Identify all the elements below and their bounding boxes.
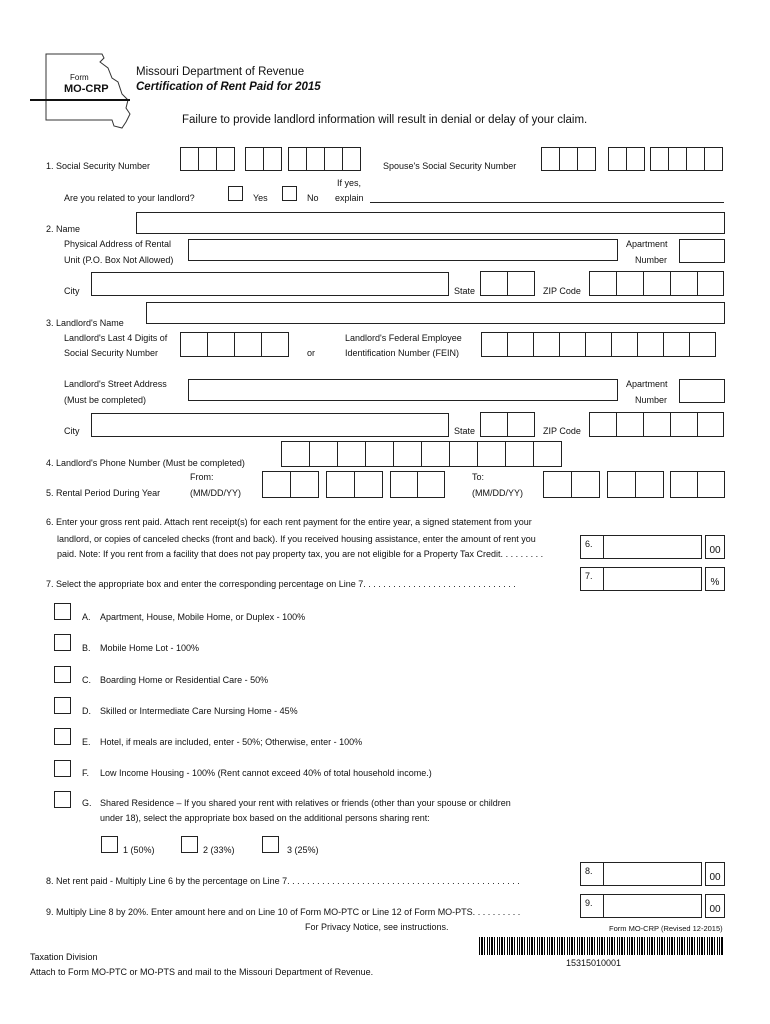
- line6-number: 6.: [585, 539, 593, 549]
- option-d-letter: D.: [82, 706, 91, 716]
- option-a-letter: A.: [82, 612, 91, 622]
- digit-box[interactable]: [507, 332, 534, 357]
- line6-text-2: landlord, or copies of canceled checks (front and back). If you received housing assistance, enter the amount of rent you: [57, 534, 536, 544]
- digit-box[interactable]: [697, 412, 724, 437]
- shared-1-label: 1 (50%): [123, 845, 155, 855]
- landlord-apartment-input[interactable]: [679, 379, 725, 403]
- digit-box[interactable]: [481, 332, 508, 357]
- line8-amount-input[interactable]: [580, 862, 702, 886]
- digit-box[interactable]: [611, 332, 638, 357]
- digit-box[interactable]: [290, 471, 319, 498]
- digit-box[interactable]: [670, 412, 698, 437]
- digit-box[interactable]: [559, 332, 586, 357]
- city-input[interactable]: [91, 272, 449, 296]
- option-b-text: Mobile Home Lot - 100%: [100, 643, 200, 653]
- digit-box[interactable]: [571, 471, 600, 498]
- zip-input[interactable]: [589, 271, 724, 296]
- ssn-input-group-2[interactable]: [245, 147, 282, 171]
- landlord-apartment-number-label: Number: [635, 395, 668, 405]
- digit-box[interactable]: [365, 441, 394, 467]
- option-g-letter: G.: [82, 798, 92, 808]
- digit-box[interactable]: [354, 471, 383, 498]
- digit-box[interactable]: [643, 412, 671, 437]
- form-revision: Form MO-CRP (Revised 12-2015): [609, 924, 723, 933]
- form-id: MO-CRP: [64, 83, 109, 95]
- char-box[interactable]: [507, 412, 535, 437]
- digit-box[interactable]: [216, 147, 235, 171]
- digit-box[interactable]: [417, 471, 445, 498]
- line7-number: 7.: [585, 571, 593, 581]
- privacy-notice: For Privacy Notice, see instructions.: [305, 922, 449, 932]
- line9-cents: 00: [709, 904, 721, 915]
- digit-box[interactable]: [505, 441, 534, 467]
- from-day-input[interactable]: [326, 471, 383, 498]
- landlord-street-label-1: Landlord's Street Address: [64, 379, 167, 389]
- line6-cents-box: [705, 535, 725, 559]
- option-b-letter: B.: [82, 643, 91, 653]
- option-f-letter: F.: [82, 768, 90, 778]
- digit-box[interactable]: [198, 147, 217, 171]
- landlord-name-input[interactable]: [146, 302, 725, 324]
- related-yes-checkbox[interactable]: [228, 186, 243, 201]
- line6-text-3: paid. Note: If you rent from a facility that does not pay property tax, you are not eligible for a Property Tax Credit. . . . . . . . .: [57, 549, 544, 559]
- warning-text: Failure to provide landlord information will result in denial or delay of your claim.: [182, 114, 588, 126]
- digit-box[interactable]: [689, 332, 716, 357]
- landlord-street-label-2: (Must be completed): [64, 395, 147, 405]
- option-a-checkbox[interactable]: [54, 603, 71, 620]
- digit-box[interactable]: [589, 271, 617, 296]
- digit-box[interactable]: [342, 147, 361, 171]
- line8-number: 8.: [585, 866, 593, 876]
- barcode-number: 15315010001: [566, 958, 622, 968]
- yes-label: Yes: [253, 193, 268, 203]
- line7-divider: [603, 568, 604, 590]
- agency-name: Missouri Department of Revenue: [136, 66, 305, 78]
- option-c-text: Boarding Home or Residential Care - 50%: [100, 675, 269, 685]
- digit-box[interactable]: [449, 441, 478, 467]
- to-label: To:: [472, 472, 485, 482]
- line8-cents-box: [705, 862, 725, 886]
- related-question: Are you related to your landlord?: [64, 193, 195, 203]
- digit-box[interactable]: [626, 147, 645, 171]
- ssn-label: 1. Social Security Number: [46, 161, 151, 171]
- digit-box[interactable]: [263, 147, 282, 171]
- zip-label: ZIP Code: [543, 286, 581, 296]
- fein-label-2: Identification Number (FEIN): [345, 348, 460, 358]
- digit-box[interactable]: [697, 471, 725, 498]
- shared-2-checkbox[interactable]: [181, 836, 198, 853]
- related-no-checkbox[interactable]: [282, 186, 297, 201]
- line6-divider: [603, 536, 604, 558]
- line6-amount-input[interactable]: [580, 535, 702, 559]
- name-label: 2. Name: [46, 224, 81, 234]
- taxation-division: Taxation Division: [30, 952, 98, 962]
- landlord-city-input[interactable]: [91, 413, 449, 437]
- from-month-input[interactable]: [262, 471, 319, 498]
- line7-percent-input[interactable]: [580, 567, 702, 591]
- phone-label: 4. Landlord's Phone Number (Must be completed): [46, 458, 245, 468]
- digit-box[interactable]: [390, 471, 418, 498]
- digit-box[interactable]: [670, 471, 698, 498]
- landlord-name-label: 3. Landlord's Name: [46, 318, 124, 328]
- digit-box[interactable]: [245, 147, 264, 171]
- city-label: City: [64, 286, 80, 296]
- option-g-text-1: Shared Residence – If you shared your rent with relatives or friends (other than your spouse or children: [100, 798, 511, 808]
- digit-box[interactable]: [533, 332, 560, 357]
- digit-box[interactable]: [585, 332, 612, 357]
- fein-input[interactable]: [481, 332, 716, 357]
- landlord-city-label: City: [64, 426, 80, 436]
- digit-box[interactable]: [589, 412, 617, 437]
- option-a-text: Apartment, House, Mobile Home, or Duplex - 100%: [100, 612, 306, 622]
- attach-instructions: Attach to Form MO-PTC or MO-PTS and mail to the Missouri Department of Revenue.: [30, 967, 374, 977]
- digit-box[interactable]: [180, 147, 199, 171]
- from-year-input[interactable]: [390, 471, 445, 498]
- digit-box[interactable]: [670, 271, 698, 296]
- option-d-checkbox[interactable]: [54, 697, 71, 714]
- digit-box[interactable]: [697, 271, 724, 296]
- digit-box[interactable]: [281, 441, 310, 467]
- address-label-1: Physical Address of Rental: [64, 239, 172, 249]
- digit-box[interactable]: [234, 332, 262, 357]
- char-box[interactable]: [480, 271, 508, 296]
- digit-box[interactable]: [543, 471, 572, 498]
- line9-number: 9.: [585, 898, 593, 908]
- landlord-ssn-last4-input[interactable]: [180, 332, 289, 357]
- to-year-input[interactable]: [670, 471, 725, 498]
- spouse-ssn-label: Spouse's Social Security Number: [383, 161, 517, 171]
- line8-cents: 00: [709, 872, 721, 883]
- option-c-checkbox[interactable]: [54, 666, 71, 683]
- digit-box[interactable]: [477, 441, 506, 467]
- digit-box[interactable]: [393, 441, 422, 467]
- line9-text: 9. Multiply Line 8 by 20%. Enter amount here and on Line 10 of Form MO-PTC or Line 12 of Form MO-PTS. . . . . . . . . .: [46, 907, 521, 917]
- shared-3-checkbox[interactable]: [262, 836, 279, 853]
- digit-box[interactable]: [704, 147, 723, 171]
- spouse-ssn-group-1[interactable]: [541, 147, 596, 171]
- digit-box[interactable]: [607, 471, 636, 498]
- ssn-input-group-3[interactable]: [288, 147, 361, 171]
- shared-3-label: 3 (25%): [287, 845, 319, 855]
- line9-amount-input[interactable]: [580, 894, 702, 918]
- if-yes-label: If yes,: [337, 178, 362, 188]
- line6-cents: 00: [709, 545, 721, 556]
- landlord-apartment-label: Apartment: [626, 379, 668, 389]
- or-label: or: [307, 348, 316, 358]
- char-box[interactable]: [480, 412, 508, 437]
- option-g-checkbox[interactable]: [54, 791, 71, 808]
- digit-box[interactable]: [262, 471, 291, 498]
- digit-box[interactable]: [608, 147, 627, 171]
- apartment-number-label: Number: [635, 255, 668, 265]
- explain-label: explain: [335, 193, 364, 203]
- ssn-input-group-1[interactable]: [180, 147, 235, 171]
- state-input[interactable]: [480, 271, 535, 296]
- to-month-input[interactable]: [543, 471, 600, 498]
- line7-percent-sign: %: [710, 577, 720, 588]
- digit-box[interactable]: [421, 441, 450, 467]
- rental-address-input[interactable]: [188, 239, 618, 261]
- digit-box[interactable]: [559, 147, 578, 171]
- digit-box[interactable]: [663, 332, 690, 357]
- page-title: Certification of Rent Paid for 2015: [136, 81, 321, 93]
- line7-text: 7. Select the appropriate box and enter the corresponding percentage on Line 7. . . . . . . . . . . . . . . . . . . . . . . . . . . . . . .: [46, 579, 516, 589]
- option-d-text: Skilled or Intermediate Care Nursing Home - 45%: [100, 706, 298, 716]
- landlord-state-label: State: [454, 426, 476, 436]
- explain-input[interactable]: [370, 202, 724, 203]
- line9-divider: [603, 895, 604, 917]
- digit-box[interactable]: [616, 412, 644, 437]
- form-label: Form: [70, 73, 89, 82]
- line7-percent-box: [705, 567, 725, 591]
- to-day-input[interactable]: [607, 471, 664, 498]
- option-c-letter: C.: [82, 675, 91, 685]
- line8-text: 8. Net rent paid - Multiply Line 6 by the percentage on Line 7. . . . . . . . . . . . . . . . . . . . . . . . . . . . . . . . . . . . . . . . . . . . . . .: [46, 876, 520, 886]
- digit-box[interactable]: [326, 471, 355, 498]
- option-f-text: Low Income Housing - 100% (Rent cannot exceed 40% of total household income.): [100, 768, 432, 778]
- digit-box[interactable]: [643, 271, 671, 296]
- digit-box[interactable]: [337, 441, 366, 467]
- digit-box[interactable]: [577, 147, 596, 171]
- shared-2-label: 2 (33%): [203, 845, 235, 855]
- phone-input[interactable]: [281, 441, 562, 467]
- apartment-label: Apartment: [626, 239, 668, 249]
- option-e-text: Hotel, if meals are included, enter - 50%; Otherwise, enter - 100%: [100, 737, 363, 747]
- spouse-ssn-group-3[interactable]: [650, 147, 723, 171]
- digit-box[interactable]: [533, 441, 562, 467]
- from-date-format: (MM/DD/YY): [190, 488, 241, 498]
- address-label-2: Unit (P.O. Box Not Allowed): [64, 255, 174, 265]
- form-id-rule: [30, 99, 130, 101]
- option-e-checkbox[interactable]: [54, 728, 71, 745]
- digit-box[interactable]: [635, 471, 664, 498]
- rental-period-label: 5. Rental Period During Year: [46, 488, 161, 498]
- apartment-input[interactable]: [679, 239, 725, 263]
- option-f-checkbox[interactable]: [54, 760, 71, 777]
- option-e-letter: E.: [82, 737, 91, 747]
- digit-box[interactable]: [616, 271, 644, 296]
- last4-label-2: Social Security Number: [64, 348, 159, 358]
- last4-label-1: Landlord's Last 4 Digits of: [64, 333, 168, 343]
- digit-box[interactable]: [668, 147, 687, 171]
- digit-box[interactable]: [324, 147, 343, 171]
- line6-text-1: 6. Enter your gross rent paid. Attach rent receipt(s) for each rent payment for the entire year, a signed statement from your: [46, 517, 532, 527]
- digit-box[interactable]: [686, 147, 705, 171]
- line8-divider: [603, 863, 604, 885]
- name-input[interactable]: [136, 212, 725, 234]
- line9-cents-box: [705, 894, 725, 918]
- digit-box[interactable]: [207, 332, 235, 357]
- digit-box[interactable]: [288, 147, 307, 171]
- landlord-zip-label: ZIP Code: [543, 426, 581, 436]
- state-label: State: [454, 286, 476, 296]
- form-barcode: [479, 937, 724, 955]
- digit-box[interactable]: [650, 147, 669, 171]
- landlord-state-input[interactable]: [480, 412, 535, 437]
- fein-label-1: Landlord's Federal Employee: [345, 333, 462, 343]
- from-label: From:: [190, 472, 214, 482]
- digit-box[interactable]: [637, 332, 664, 357]
- to-date-format: (MM/DD/YY): [472, 488, 523, 498]
- digit-box[interactable]: [261, 332, 289, 357]
- landlord-street-input[interactable]: [188, 379, 618, 401]
- option-b-checkbox[interactable]: [54, 634, 71, 651]
- spouse-ssn-group-2[interactable]: [608, 147, 645, 171]
- landlord-zip-input[interactable]: [589, 412, 724, 437]
- option-g-text-2: under 18), select the appropriate box based on the additional persons sharing rent:: [100, 813, 430, 823]
- digit-box[interactable]: [309, 441, 338, 467]
- digit-box[interactable]: [541, 147, 560, 171]
- shared-1-checkbox[interactable]: [101, 836, 118, 853]
- char-box[interactable]: [507, 271, 535, 296]
- no-label: No: [307, 193, 319, 203]
- digit-box[interactable]: [306, 147, 325, 171]
- digit-box[interactable]: [180, 332, 208, 357]
